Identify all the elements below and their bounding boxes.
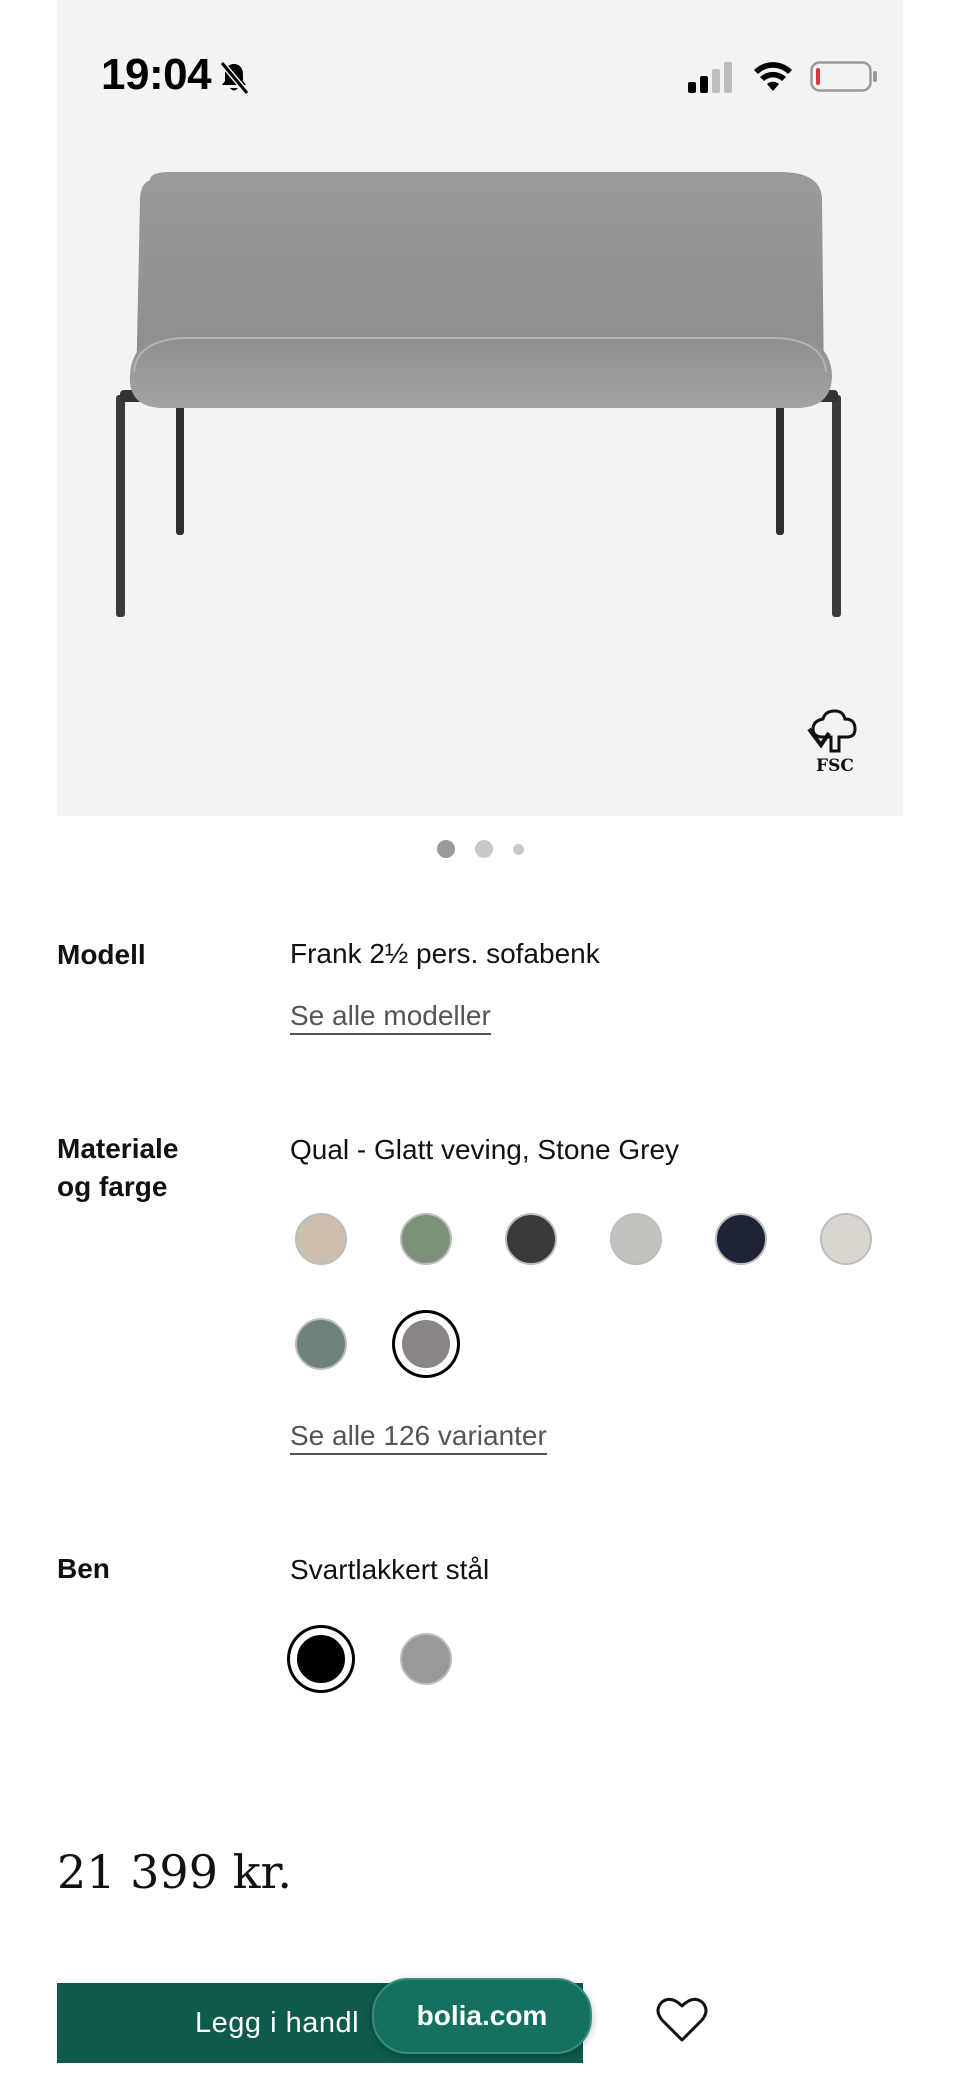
model-value: Frank 2½ pers. sofabenk (290, 938, 600, 969)
add-to-cart-button[interactable]: Legg i handl (57, 1983, 583, 2063)
tree-icon (803, 705, 867, 755)
fsc-logo (800, 705, 870, 776)
status-time: 19:04 (101, 50, 212, 99)
url-pill[interactable]: bolia.com (372, 1978, 592, 2054)
material-swatch-sage[interactable] (295, 1318, 347, 1370)
product-price: 21 399 kr. (57, 1845, 293, 1899)
carousel-pagination[interactable] (0, 840, 960, 858)
wifi-icon (752, 60, 794, 92)
material-swatch-light-grey[interactable] (610, 1213, 662, 1265)
legs-swatch-grey[interactable] (400, 1633, 452, 1685)
material-swatch-off-white[interactable] (820, 1213, 872, 1265)
legs-swatch-black[interactable] (295, 1633, 347, 1685)
material-swatch-beige[interactable] (295, 1213, 347, 1265)
see-all-variants-link[interactable]: Se alle 126 varianter (290, 1420, 547, 1455)
sofa-bench-image (110, 160, 850, 630)
material-swatch-stone-grey[interactable] (400, 1318, 452, 1370)
legs-value: Svartlakkert stål (290, 1554, 490, 1585)
legs-label: Ben (57, 1553, 110, 1584)
carousel-dot[interactable] (475, 840, 493, 858)
model-label: Modell (57, 939, 146, 970)
cellular-signal-icon (687, 62, 735, 94)
heart-icon[interactable] (656, 1996, 708, 2044)
material-label-line2: og farge (57, 1171, 168, 1202)
material-swatch-navy[interactable] (715, 1213, 767, 1265)
material-value: Qual - Glatt veving, Stone Grey (290, 1134, 680, 1165)
see-all-models-link[interactable]: Se alle modeller (290, 1000, 491, 1035)
bell-muted-icon (217, 60, 251, 96)
material-swatch-green[interactable] (400, 1213, 452, 1265)
fsc-label: FSC (816, 756, 854, 776)
battery-icon (810, 61, 878, 93)
material-label (57, 1130, 178, 1206)
carousel-dot[interactable] (437, 840, 455, 858)
material-label-line1: Materiale (57, 1133, 179, 1164)
material-swatch-charcoal[interactable] (505, 1213, 557, 1265)
carousel-dot[interactable] (513, 844, 524, 855)
